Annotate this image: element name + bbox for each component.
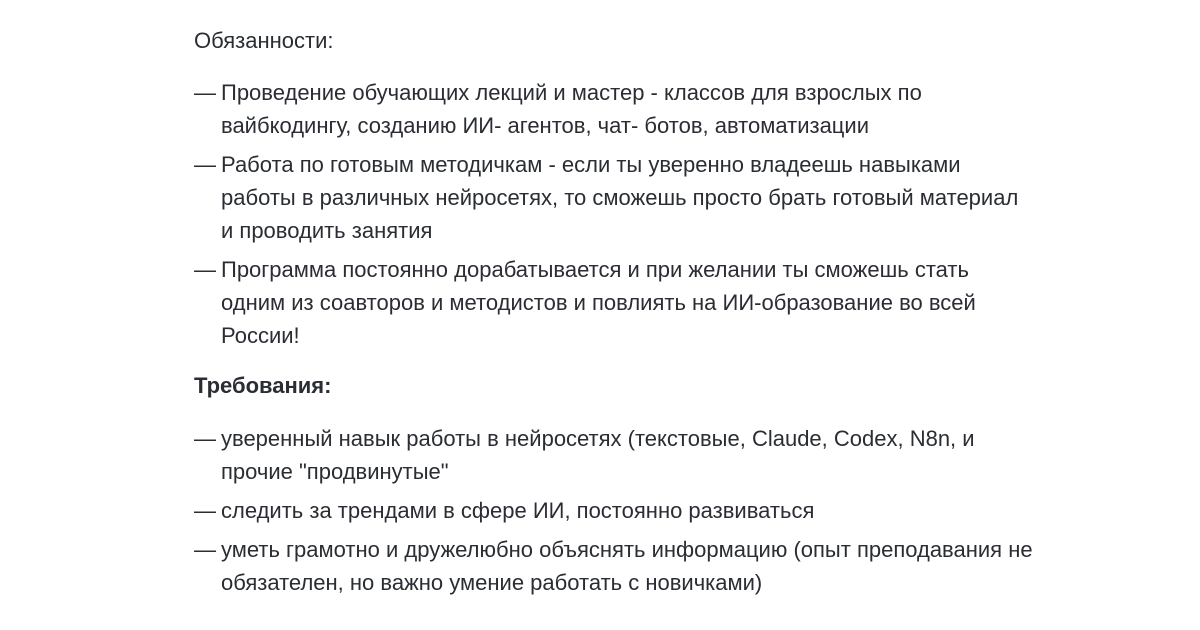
- requirements-item-text: уметь грамотно и дружелюбно объяснять информацию (опыт преподавания не обязателен, но важно умение работать с новичками): [221, 537, 1033, 595]
- dash-bullet: —: [194, 257, 216, 282]
- requirements-item: [194, 533, 1034, 599]
- duties-item-text: Программа постоянно дорабатывается и при желании ты сможешь стать одним из соавторов и методистов и повлиять на ИИ-образование во всей России!: [221, 257, 976, 348]
- requirements-item-text: уверенный навык работы в нейросетях (текстовые, Claude, Codex, N8n, и прочие "продвинутые": [221, 426, 975, 484]
- vacancy-description: [194, 24, 1034, 605]
- duties-item: [194, 253, 1034, 352]
- requirements-item-text: следить за трендами в сфере ИИ, постоянно развиваться: [221, 498, 815, 523]
- dash-bullet: —: [194, 498, 216, 523]
- duties-item: [194, 148, 1034, 247]
- duties-item-text: Проведение обучающих лекций и мастер - классов для взрослых по вайбкодингу, созданию ИИ- агентов, чат- ботов, автоматизации: [221, 80, 922, 138]
- duties-list: [194, 76, 1034, 352]
- requirements-item: [194, 494, 1034, 527]
- requirements-heading: Требования:: [194, 373, 332, 398]
- duties-item: [194, 76, 1034, 142]
- duties-heading: Обязанности:: [194, 28, 334, 53]
- requirements-item: [194, 422, 1034, 488]
- dash-bullet: —: [194, 537, 216, 562]
- duties-item-text: Работа по готовым методичкам - если ты уверенно владеешь навыками работы в различных нейросетях, то сможешь просто брать готовый материал и проводить занятия: [221, 152, 1019, 243]
- dash-bullet: —: [194, 80, 216, 105]
- dash-bullet: —: [194, 426, 216, 451]
- dash-bullet: —: [194, 152, 216, 177]
- requirements-list: [194, 422, 1034, 599]
